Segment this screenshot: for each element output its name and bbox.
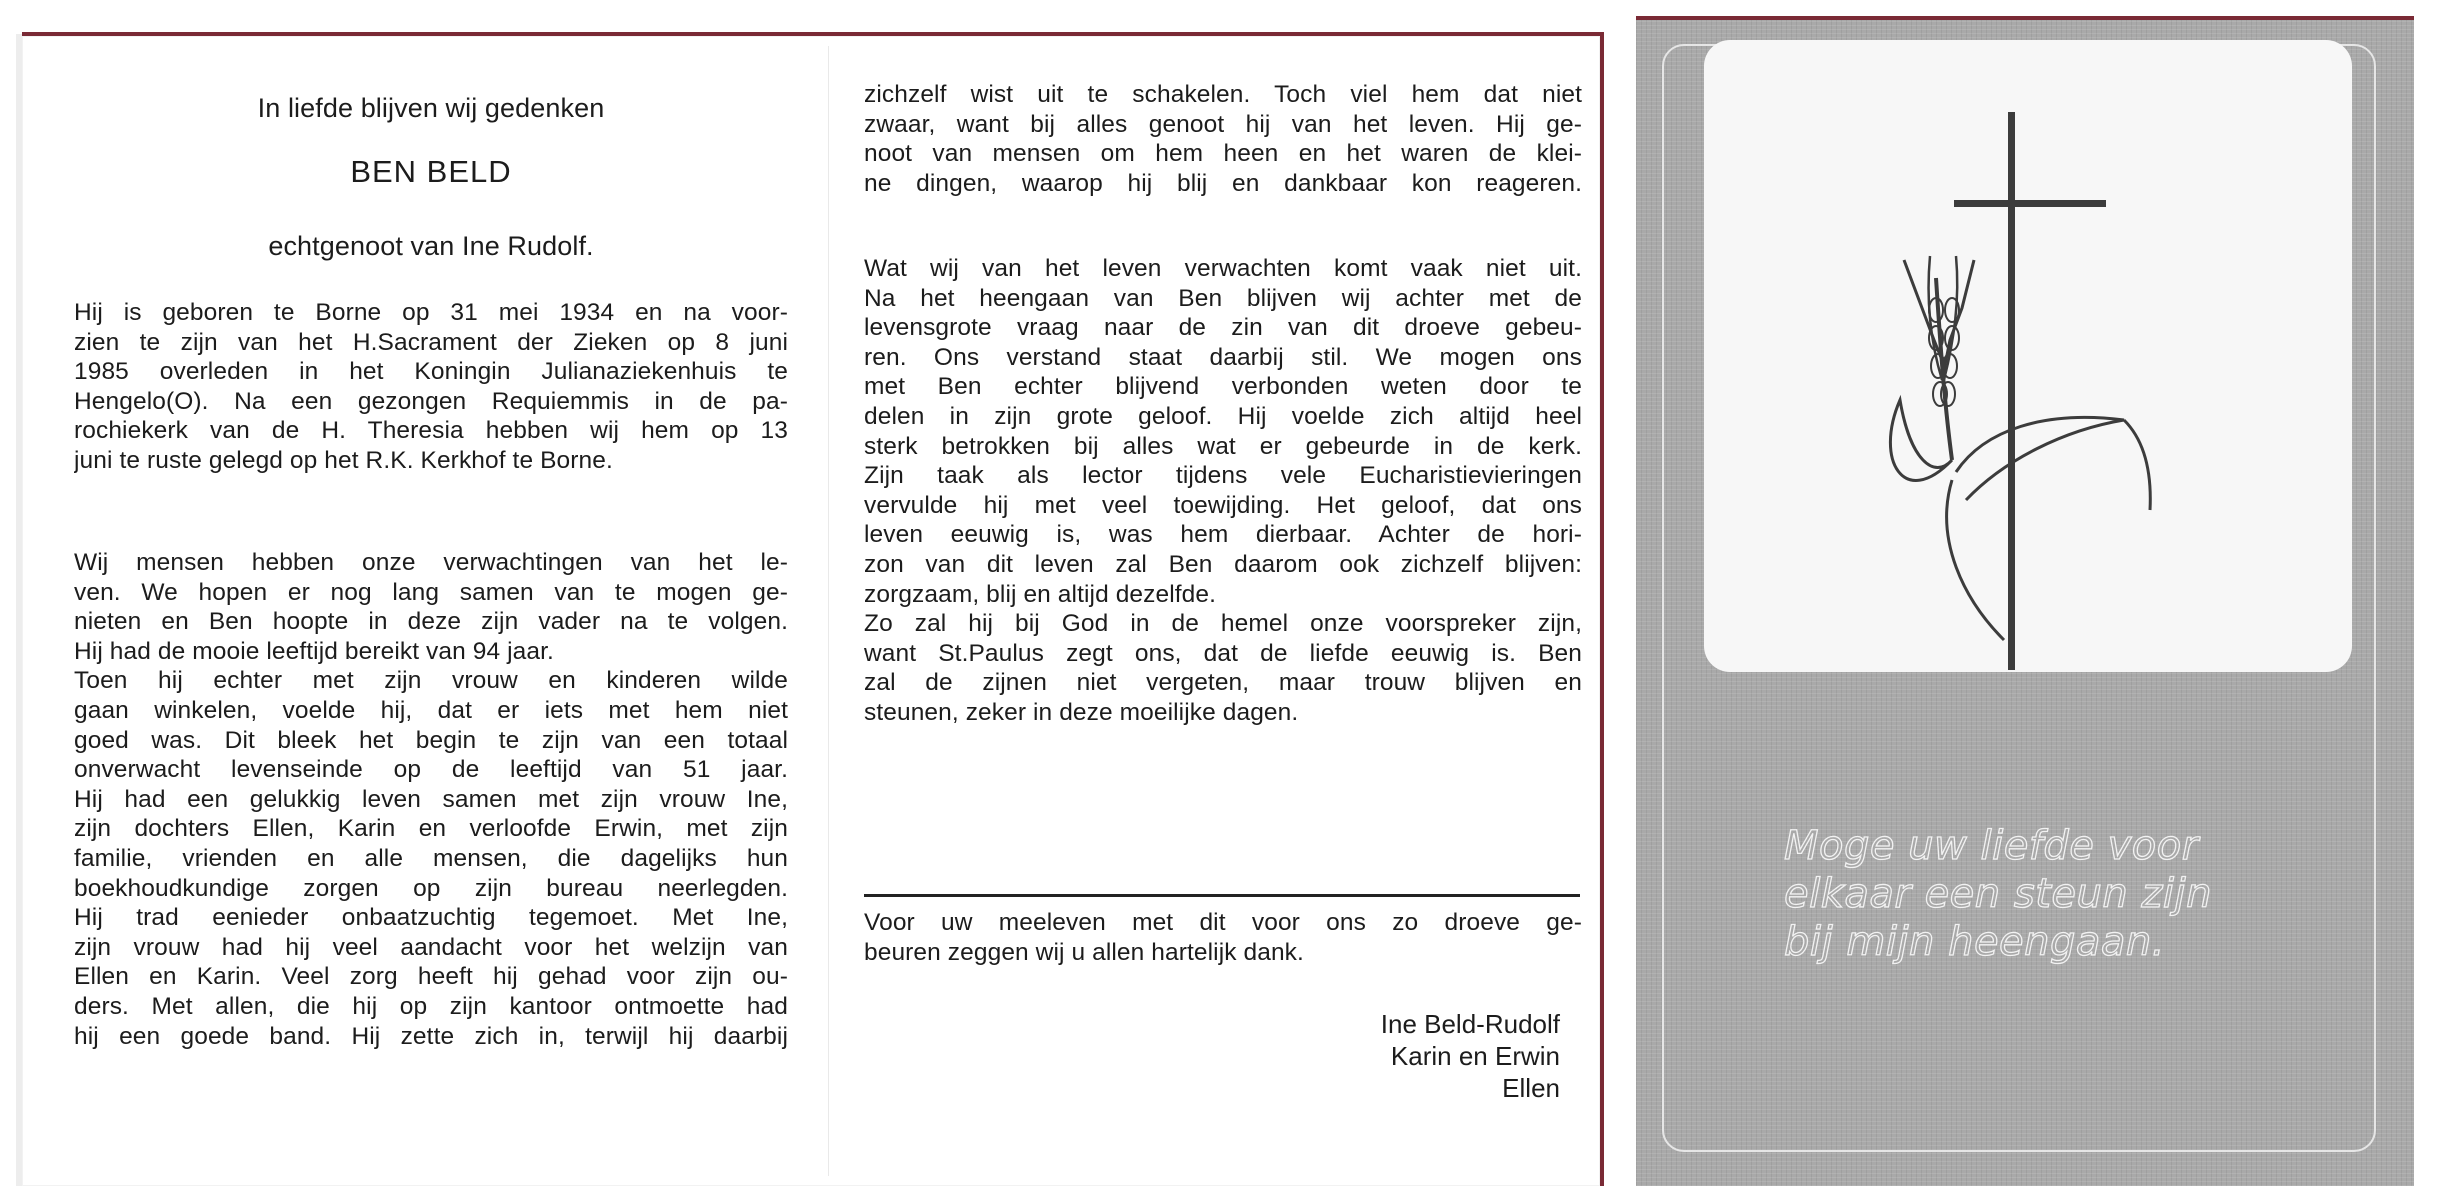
deceased-name: BEN BELD bbox=[350, 154, 512, 189]
faith-paragraph bbox=[864, 254, 1582, 728]
signatory: Ine Beld-Rudolf bbox=[1380, 1009, 1560, 1039]
quote-line: bij mijn heengaan. bbox=[1784, 919, 2165, 965]
text-line: Wij mensen hebben onze verwachtingen van het le- bbox=[74, 549, 788, 576]
text-line: hij een goede band. Hij zette zich in, terwijl hij daarbij bbox=[74, 1022, 788, 1050]
text-line: rochiekerk van de H. Theresia hebben wij hem op 13 bbox=[74, 417, 788, 445]
text-line: zijn dochters Ellen, Karin en verloofde Erwin, met zijn bbox=[74, 815, 788, 843]
quote-line: elkaar een steun zijn bbox=[1784, 871, 2212, 917]
text-line: Hij is geboren te Borne op 31 mei 1934 en na voor- bbox=[74, 299, 788, 326]
continuation-paragraph bbox=[864, 80, 1582, 198]
text-line: leven eeuwig is, was hem dierbaar. Achter de hori- bbox=[864, 521, 1582, 549]
text-line: zon van dit leven zal Ben daarom ook zichzelf blijven: bbox=[864, 550, 1582, 578]
text-line: familie, vrienden en alle mensen, die dagelijks hun bbox=[74, 844, 788, 872]
text-line: boekhoudkundige zorgen op zijn bureau neerlegden. bbox=[74, 874, 788, 902]
text-line: Hengelo(O). Na een gezongen Requiemmis in de pa- bbox=[74, 387, 788, 415]
text-line: Voor uw meeleven met dit voor ons zo droeve ge- bbox=[864, 909, 1582, 936]
cover-quote bbox=[1784, 822, 2304, 966]
text-line: ne dingen, waarop hij blij en dankbaar kon reageren. bbox=[864, 169, 1582, 197]
text-line: want St.Paulus zegt ons, dat de liefde eeuwig is. Ben bbox=[864, 639, 1582, 667]
cross-and-wheat-icon bbox=[1704, 40, 2352, 672]
text-line: zien te zijn van het H.Sacrament der Zieken op 8 juni bbox=[74, 328, 788, 356]
text-line: zichzelf wist uit te schakelen. Toch viel hem dat niet bbox=[864, 81, 1582, 108]
text-line: nieten en Ben hoopte in deze zijn vader na te volgen. bbox=[74, 608, 788, 636]
text-line: levensgrote vraag naar de zin van dit droeve gebeu- bbox=[864, 314, 1582, 342]
text-line: Ellen en Karin. Veel zorg heeft hij gehad voor zijn ou- bbox=[74, 963, 788, 991]
text-line: zal de zijnen niet vergeten, maar trouw blijven en bbox=[864, 669, 1582, 697]
text-line: Hij had een gelukkig leven samen met zijn vrouw Ine, bbox=[74, 785, 788, 813]
text-line: ren. Ons verstand staat daarbij stil. We mogen ons bbox=[864, 343, 1582, 371]
text-line: onverwacht levenseinde op de leeftijd van 51 jaar. bbox=[74, 756, 788, 784]
text-line: delen in zijn grote geloof. Hij voelde zich altijd heel bbox=[864, 402, 1582, 430]
text-line: ders. Met allen, die hij op zijn kantoor ontmoette had bbox=[74, 992, 788, 1020]
thanks-paragraph bbox=[864, 908, 1582, 967]
text-line: Zijn taak als lector tijdens vele Eucharistievieringen bbox=[864, 462, 1582, 490]
text-line: ven. We hopen er nog lang samen van te mogen ge- bbox=[74, 578, 788, 606]
quote-line: Moge uw liefde voor bbox=[1784, 823, 2199, 869]
fold-line bbox=[828, 46, 829, 1176]
card-inside bbox=[22, 32, 1604, 1186]
text-line: zijn vrouw had hij veel aandacht voor het welzijn van bbox=[74, 933, 788, 961]
life-paragraph bbox=[74, 548, 788, 1051]
text-line: Zo zal hij bij God in de hemel onze voorspreker zijn, bbox=[864, 610, 1582, 638]
card-cover bbox=[1636, 16, 2414, 1186]
text-line: beuren zeggen wij u allen hartelijk dank. bbox=[864, 938, 1304, 966]
divider-rule bbox=[864, 894, 1580, 897]
spouse-line: echtgenoot van Ine Rudolf. bbox=[268, 231, 594, 261]
cover-image-panel bbox=[1704, 40, 2352, 672]
text-line: goed was. Dit bleek het begin te zijn van een totaal bbox=[74, 726, 788, 754]
text-line: met Ben echter blijvend verbonden weten door te bbox=[864, 373, 1582, 401]
text-line: steunen, zeker in deze moeilijke dagen. bbox=[864, 698, 1299, 726]
text-line: vervulde hij met veel toewijding. Het geloof, dat ons bbox=[864, 491, 1582, 519]
text-line: noot van mensen om hem heen en het waren de klei- bbox=[864, 140, 1582, 168]
text-line: Na het heengaan van Ben blijven wij achter met de bbox=[864, 284, 1582, 312]
text-line: sterk betrokken bij alles wat er gebeurde in de kerk. bbox=[864, 432, 1582, 460]
text-line: Toen hij echter met zijn vrouw en kinderen wilde bbox=[74, 667, 788, 695]
text-line: zorgzaam, blij en altijd dezelfde. bbox=[864, 580, 1217, 608]
biography-paragraph bbox=[74, 298, 788, 476]
signatory: Ellen bbox=[1502, 1073, 1560, 1103]
signatory: Karin en Erwin bbox=[1390, 1041, 1560, 1071]
text-line: Hij had de mooie leeftijd bereikt van 94 jaar. bbox=[74, 637, 554, 665]
signatories bbox=[1381, 1008, 1560, 1104]
intro-line: In liefde blijven wij gedenken bbox=[257, 93, 605, 123]
text-line: Hij trad eenieder onbaatzuchtig tegemoet. Met Ine, bbox=[74, 904, 788, 932]
text-line: juni te ruste gelegd op het R.K. Kerkhof te Borne. bbox=[74, 446, 613, 474]
text-line: zwaar, want bij alles genoot hij van het leven. Hij ge- bbox=[864, 110, 1582, 138]
text-line: 1985 overleden in het Koningin Julianaziekenhuis te bbox=[74, 358, 788, 386]
text-line: gaan winkelen, voelde hij, dat er iets met hem niet bbox=[74, 696, 788, 724]
text-line: Wat wij van het leven verwachten komt vaak niet uit. bbox=[864, 255, 1582, 282]
